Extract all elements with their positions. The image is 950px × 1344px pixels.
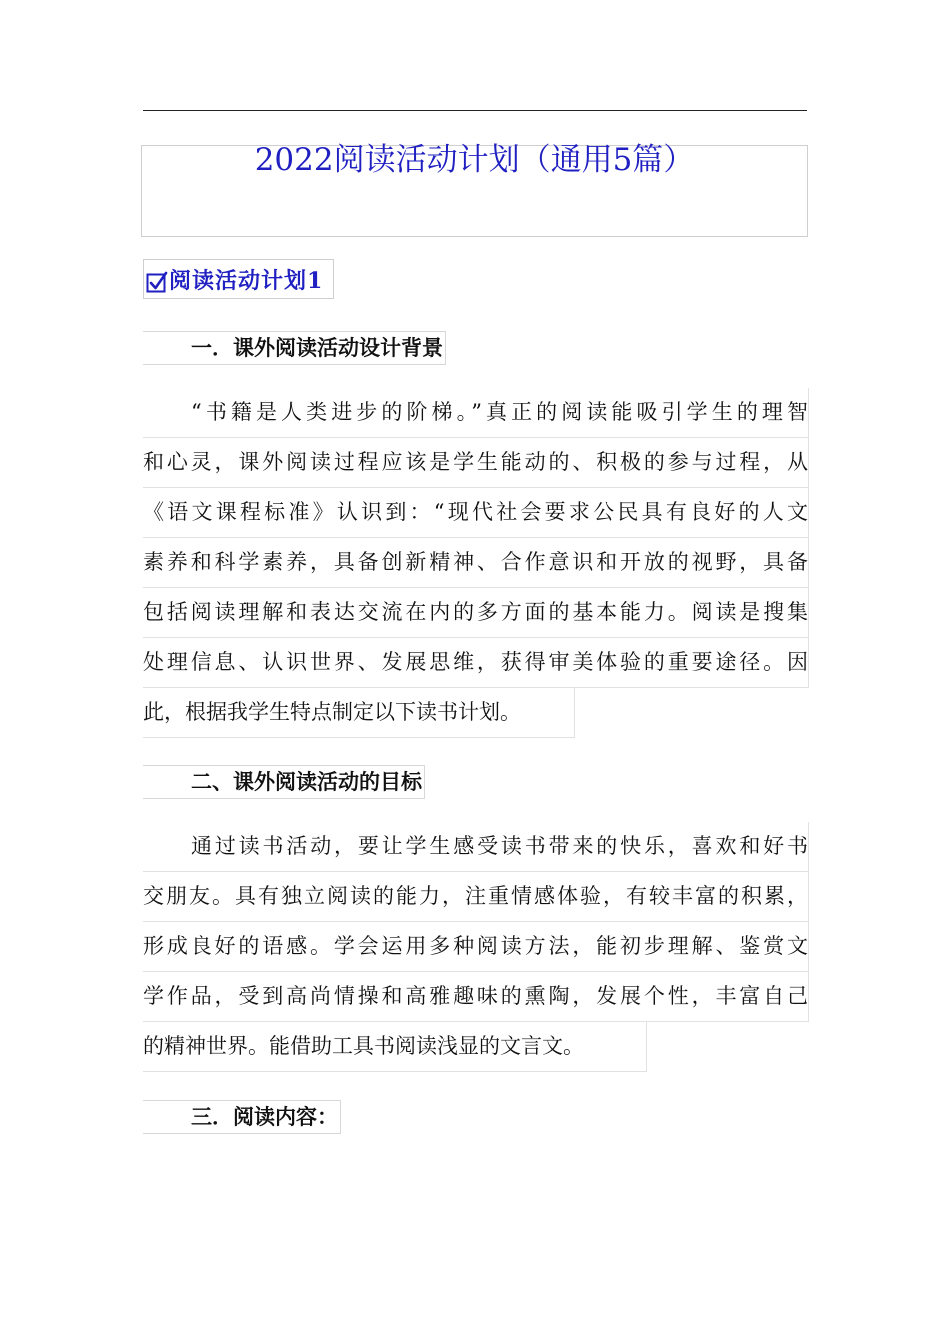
section-heading-1 — [143, 259, 334, 299]
paragraph-line: 素养和科学素养，具备创新精神、合作意识和开放的视野，具备 — [143, 538, 809, 588]
subheading-content: 三．阅读内容： — [143, 1100, 341, 1134]
paragraph-line: 《语文课程标准》认识到：“现代社会要求公民具有良好的人文 — [143, 488, 809, 538]
subheading-goals: 二、课外阅读活动的目标 — [143, 765, 425, 799]
subheading-background: 一．课外阅读活动设计背景 — [143, 331, 446, 365]
paragraph-line: 学作品，受到高尚情操和高雅趣味的熏陶，发展个性，丰富自己 — [143, 972, 809, 1022]
paragraph-line: 处理信息、认识世界、发展思维，获得审美体验的重要途径。因 — [143, 638, 809, 688]
top-rule — [143, 110, 807, 111]
paragraph-background — [143, 388, 809, 738]
checkbox-checked-icon — [146, 271, 168, 293]
paragraph-line: “书籍是人类进步的阶梯。”真正的阅读能吸引学生的理智 — [143, 388, 809, 438]
paragraph-line: 包括阅读理解和表达交流在内的多方面的基本能力。阅读是搜集 — [143, 588, 809, 638]
paragraph-line: 和心灵，课外阅读过程应该是学生能动的、积极的参与过程，从 — [143, 438, 809, 488]
paragraph-line: 通过读书活动，要让学生感受读书带来的快乐，喜欢和好书 — [143, 822, 809, 872]
paragraph-line: 此，根据我学生特点制定以下读书计划。 — [143, 688, 575, 738]
paragraph-line: 形成良好的语感。学会运用多种阅读方法，能初步理解、鉴赏文 — [143, 922, 809, 972]
section-heading-text: 阅读活动计划1 — [169, 267, 324, 294]
document-title: 2022阅读活动计划（通用5篇） — [254, 142, 695, 178]
paragraph-line: 交朋友。具有独立阅读的能力，注重情感体验，有较丰富的积累， — [143, 872, 809, 922]
paragraph-line: 的精神世界。能借助工具书阅读浅显的文言文。 — [143, 1022, 647, 1072]
paragraph-goals — [143, 822, 809, 1072]
